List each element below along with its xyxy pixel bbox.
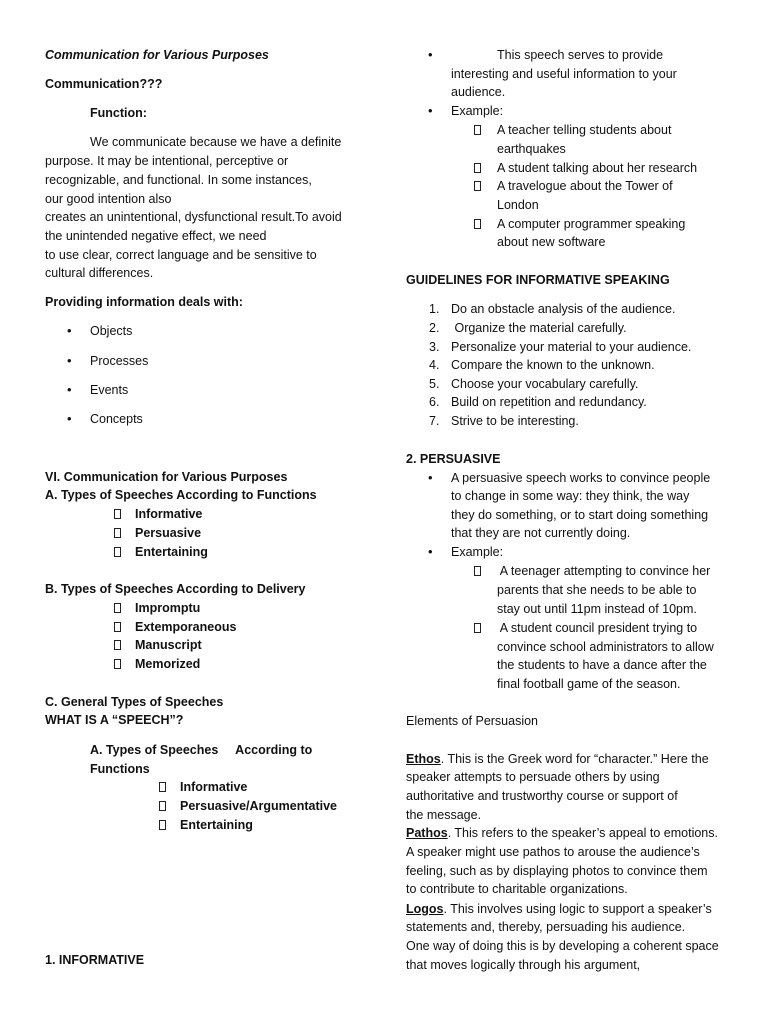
bullet-icon: •	[67, 323, 72, 338]
example-line: A student council president trying to	[497, 621, 698, 635]
list-number: 2.	[429, 321, 440, 335]
list-item: Objects	[90, 324, 133, 338]
paragraph-line: to use clear, correct language and be sensitive to	[45, 248, 317, 262]
ethos-term: Ethos	[406, 752, 441, 766]
list-item: Informative	[180, 780, 248, 794]
bullet-icon: •	[428, 544, 433, 559]
checkbox-icon	[159, 820, 166, 830]
list-number: 3.	[429, 340, 440, 354]
list-item: Manuscript	[135, 638, 202, 652]
section-b-heading: B. Types of Speeches According to Delivery	[45, 582, 306, 596]
checkbox-icon	[474, 125, 481, 135]
example-line: earthquakes	[497, 142, 566, 156]
guidelines-heading: GUIDELINES FOR INFORMATIVE SPEAKING	[406, 273, 670, 287]
example-line: parents that she needs to be able to	[497, 583, 697, 597]
pathos-text: . This refers to the speaker’s appeal to emotions.	[447, 826, 718, 840]
bullet-icon: •	[428, 103, 433, 118]
pathos-line: feeling, such as by displaying photos to convince them	[406, 864, 708, 878]
checkbox-icon	[474, 623, 481, 633]
list-number: 4.	[429, 358, 440, 372]
list-item: Informative	[135, 507, 203, 521]
function-label: Function:	[90, 106, 147, 120]
checkbox-icon	[114, 640, 121, 650]
sub-a-heading: A. Types of Speeches According to	[90, 743, 313, 757]
paragraph-line: cultural differences.	[45, 266, 154, 280]
what-is-heading: WHAT IS A “SPEECH”?	[45, 713, 184, 727]
bullet-icon: •	[67, 382, 72, 397]
desc-line: that they are not currently doing.	[451, 526, 631, 540]
section-vi-heading: VI. Communication for Various Purposes	[45, 470, 288, 484]
list-item: Personalize your material to your audience.	[451, 340, 692, 354]
desc-line: A persuasive speech works to convince people	[451, 471, 711, 485]
paragraph-line: our good intention also	[45, 192, 172, 206]
logos-line: statements and, thereby, persuading his audience.	[406, 920, 686, 934]
providing-heading: Providing information deals with:	[45, 295, 243, 309]
bullet-icon: •	[67, 411, 72, 426]
example-line: final football game of the season.	[497, 677, 681, 691]
ethos-line: the message.	[406, 808, 482, 822]
list-item: Organize the material carefully.	[451, 321, 627, 335]
desc-line: they do something, or to start doing something	[451, 508, 709, 522]
checkbox-icon	[114, 528, 121, 538]
paragraph-line: We communicate because we have a definite	[90, 135, 342, 149]
checkbox-icon	[114, 622, 121, 632]
example-line: London	[497, 198, 539, 212]
ethos-line: speaker attempts to persuade others by using	[406, 770, 660, 784]
pathos-line: to contribute to charitable organizations.	[406, 882, 628, 896]
list-item: Choose your vocabulary carefully.	[451, 377, 639, 391]
desc-line: to change in some way: they think, the way	[451, 489, 690, 503]
paragraph-line: creates an unintentional, dysfunctional result.To avoid	[45, 210, 342, 224]
bullet-icon: •	[428, 470, 433, 485]
list-item: Build on repetition and redundancy.	[451, 395, 647, 409]
checkbox-icon	[474, 181, 481, 191]
section-c-heading: C. General Types of Speeches	[45, 695, 224, 709]
list-item: Memorized	[135, 657, 201, 671]
informative-heading: 1. INFORMATIVE	[45, 953, 145, 967]
informative-desc-line: interesting and useful information to your	[451, 67, 677, 81]
example-line: stay out until 11pm instead of 10pm.	[497, 602, 697, 616]
sub-a-heading-cont: Functions	[90, 762, 150, 776]
example-line: A teacher telling students about	[497, 123, 672, 137]
list-item: Persuasive/Argumentative	[180, 799, 338, 813]
checkbox-icon	[474, 566, 481, 576]
logos-text: . This involves using logic to support a speaker’s	[443, 902, 712, 916]
bullet-icon: •	[67, 353, 72, 368]
list-item: Processes	[90, 354, 149, 368]
list-item: Events	[90, 383, 129, 397]
informative-desc-line: audience.	[451, 85, 506, 99]
list-number: 5.	[429, 377, 440, 391]
checkbox-icon	[474, 163, 481, 173]
example-line: A travelogue about the Tower of	[497, 179, 673, 193]
example-line: about new software	[497, 235, 606, 249]
example-label: Example:	[451, 545, 504, 559]
ethos-line: authoritative and trustworthy course or support of	[406, 789, 678, 803]
example-line: A teenager attempting to convince her	[497, 564, 711, 578]
checkbox-icon	[114, 603, 121, 613]
pathos-line: A speaker might use pathos to arouse the audience’s	[406, 845, 700, 859]
logos-term: Logos	[406, 902, 444, 916]
question-heading: Communication???	[45, 77, 163, 91]
informative-desc-line: This speech serves to provide	[497, 48, 664, 62]
checkbox-icon	[114, 509, 121, 519]
list-number: 1.	[429, 302, 440, 316]
checkbox-icon	[114, 659, 121, 669]
checkbox-icon	[474, 219, 481, 229]
list-number: 7.	[429, 414, 440, 428]
checkbox-icon	[114, 547, 121, 557]
paragraph-line: recognizable, and functional. In some instances,	[45, 173, 312, 187]
section-a-heading: A. Types of Speeches According to Functions	[45, 488, 317, 502]
list-number: 6.	[429, 395, 440, 409]
list-item: Compare the known to the unknown.	[451, 358, 655, 372]
checkbox-icon	[159, 801, 166, 811]
checkbox-icon	[159, 782, 166, 792]
list-item: Strive to be interesting.	[451, 414, 579, 428]
persuasive-heading: 2. PERSUASIVE	[406, 452, 501, 466]
logos-line: One way of doing this is by developing a coherent space	[406, 939, 719, 953]
ethos-text: . This is the Greek word for “character.” Here the	[440, 752, 709, 766]
example-line: convince school administrators to allow	[497, 640, 714, 654]
example-label: Example:	[451, 104, 504, 118]
paragraph-line: the unintended negative effect, we need	[45, 229, 267, 243]
paragraph-line: purpose. It may be intentional, perceptive or	[45, 154, 289, 168]
example-line: A computer programmer speaking	[497, 217, 686, 231]
list-item: Impromptu	[135, 601, 201, 615]
example-line: the students to have a dance after the	[497, 658, 707, 672]
elements-heading: Elements of Persuasion	[406, 714, 539, 728]
pathos-term: Pathos	[406, 826, 448, 840]
logos-line: that moves logically through his argument,	[406, 958, 641, 972]
list-item: Entertaining	[135, 545, 208, 559]
list-item: Persuasive	[135, 526, 202, 540]
list-item: Do an obstacle analysis of the audience.	[451, 302, 676, 316]
bullet-icon: •	[428, 47, 433, 62]
list-item: Concepts	[90, 412, 143, 426]
list-item: Entertaining	[180, 818, 253, 832]
list-item: Extemporaneous	[135, 620, 237, 634]
example-line: A student talking about her research	[497, 161, 698, 175]
document-title: Communication for Various Purposes	[45, 48, 269, 62]
